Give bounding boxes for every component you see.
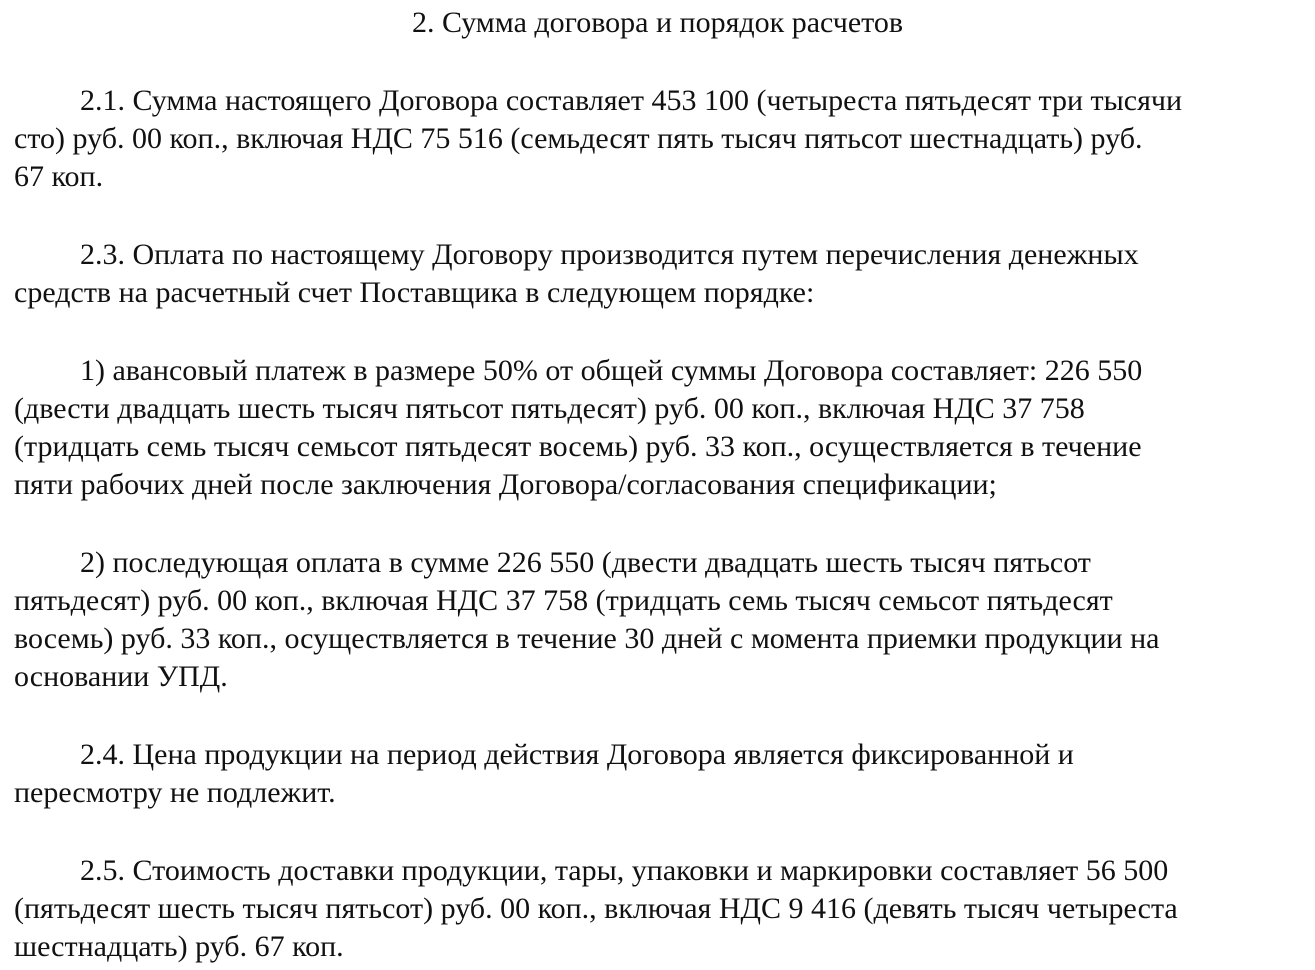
paragraph-line: 2.5. Стоимость доставки продукции, тары, упаковки и маркировки составляет 56 500 (80, 854, 1169, 887)
paragraph-line: пяти рабочих дней после заключения Договора/согласования спецификации; (14, 468, 997, 501)
paragraph-line: восемь) руб. 33 коп., осуществляется в течение 30 дней с момента приемки продукции на (14, 622, 1160, 655)
paragraph-line: пятьдесят) руб. 00 коп., включая НДС 37 758 (тридцать семь тысяч семьсот пятьдесят (14, 584, 1113, 617)
paragraph-line: 2) последующая оплата в сумме 226 550 (двести двадцать шесть тысяч пятьсот (80, 546, 1091, 579)
paragraph-2-3 (14, 236, 1309, 312)
paragraph-item-1 (14, 352, 1309, 504)
paragraph-line: пересмотру не подлежит. (14, 776, 336, 809)
paragraph-2-1 (14, 82, 1309, 196)
section-heading: 2. Сумма договора и порядок расчетов (411, 6, 904, 39)
paragraph-line: 2.4. Цена продукции на период действия Договора является фиксированной и (80, 738, 1074, 771)
paragraph-line: (двести двадцать шесть тысяч пятьсот пятьдесят) руб. 00 коп., включая НДС 37 758 (14, 392, 1085, 425)
paragraph-line: 2.3. Оплата по настоящему Договору производится путем перечисления денежных (80, 238, 1139, 271)
paragraph-2-4 (14, 736, 1309, 812)
paragraph-line: основании УПД. (14, 660, 228, 693)
paragraph-line: 2.1. Сумма настоящего Договора составляет 453 100 (четыреста пятьдесят три тысячи (80, 84, 1183, 117)
paragraph-line: шестнадцать) руб. 67 коп. (14, 930, 344, 963)
paragraph-line: средств на расчетный счет Поставщика в следующем порядке: (14, 276, 815, 309)
paragraph-line: 67 коп. (14, 160, 104, 193)
paragraph-line: сто) руб. 00 коп., включая НДС 75 516 (семьдесят пять тысяч пятьсот шестнадцать) руб. (14, 122, 1143, 155)
paragraph-item-2 (14, 544, 1309, 696)
paragraph-line: 1) авансовый платеж в размере 50% от общей суммы Договора составляет: 226 550 (80, 354, 1143, 387)
paragraph-2-5 (14, 852, 1309, 966)
paragraph-line: (пятьдесят шесть тысяч пятьсот) руб. 00 коп., включая НДС 9 416 (девять тысяч четыреста (14, 892, 1178, 925)
paragraph-line: (тридцать семь тысяч семьсот пятьдесят восемь) руб. 33 коп., осуществляется в течение (14, 430, 1142, 463)
